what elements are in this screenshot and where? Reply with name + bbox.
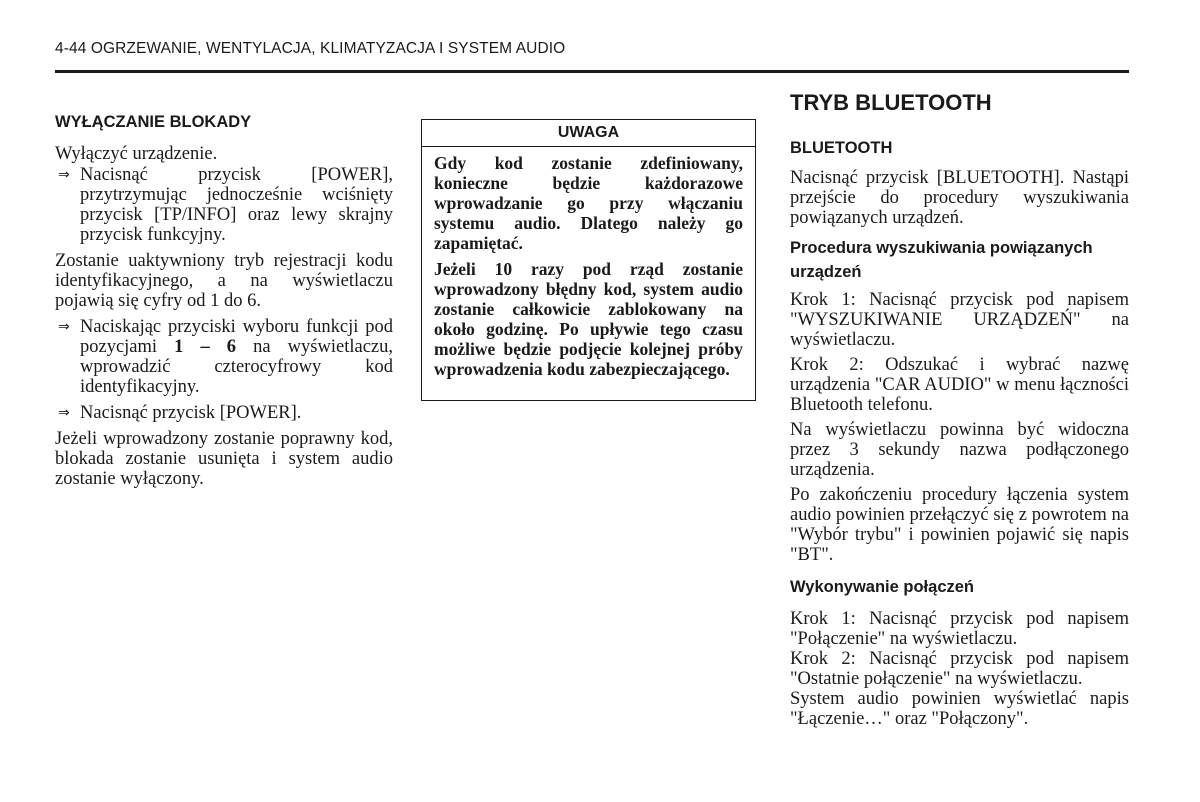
paragraph-result: Jeżeli wprowadzony zostanie poprawny kod, blokada zostanie usunięta i system audio zostanie wyłączony. [55,429,393,489]
arrow-icon: ⇒ [58,167,70,183]
subheading-making-calls: Wykonywanie połączeń [790,578,974,596]
warning-paragraph-1: Gdy kod zostanie zdefiniowany, konieczne będzie każdorazowe wprowadzanie go przy włączaniu systemu audio. Dlatego należy go zapamiętać. [434,153,743,253]
paragraph-pairing-done: Po zakończeniu procedury łączenia system audio powinien przełączyć się z powrotem na "Wybór trybu" i powinien pojawić się napis "BT". [790,485,1129,565]
bullet-text-1: Nacisnąć przycisk [POWER], przytrzymując jednocześnie wciśnięty przycisk [TP/INFO] oraz lewy skrajny przycisk funkcyjny. [80,165,393,245]
bullet-step-2 [55,317,393,397]
bullet-text-2b: na wyświetlaczu, wprowadzić czterocyfrowy kod identyfikacyjny. [80,337,393,397]
bullet-text-3: Nacisnąć przycisk [POWER]. [80,403,302,423]
warning-title: UWAGA [422,120,755,147]
page-header: 4-44 OGRZEWANIE, WENTYLACJA, KLIMATYZACJA I SYSTEM AUDIO [55,40,566,57]
paragraph-display-name: Na wyświetlaczu powinna być widoczna przez 3 sekundy nazwa podłączonego urządzenia. [790,420,1129,480]
bullet-step-3 [55,403,393,423]
paragraph-registration: Zostanie uaktywniony tryb rejestracji kodu identyfikacyjnego, a na wyświetlaczu pojawią się cyfry od 1 do 6. [55,251,393,311]
warning-box [421,119,756,401]
paragraph-call-status: System audio powinien wyświetlać napis "Łączenie…" oraz "Połączony". [790,689,1129,729]
right-column [790,90,1129,729]
paragraph-bluetooth: Nacisnąć przycisk [BLUETOOTH]. Nastąpi przejście do procedury wyszukiwania powiązanych urządzeń. [790,168,1129,228]
section-heading-unlock: WYŁĄCZANIE BLOKADY [55,113,252,131]
bullet-text-2-bold: 1 – 6 [174,337,237,357]
paragraph-call-step-2: Krok 2: Nacisnąć przycisk pod napisem "Ostatnie połączenie" na wyświetlaczu. [790,649,1129,689]
warning-paragraph-2: Jeżeli 10 razy pod rząd zostanie wprowadzony błędny kod, system audio zostanie całkowicie zablokowany na około godzinę. Po upływie tego czasu możliwe będzie podjęcie kolejnej próby wprowadzenia kodu zabezpieczającego. [434,259,743,379]
arrow-icon: ⇒ [58,319,70,335]
bullet-step-1 [55,165,393,245]
subheading-pairing-procedure: Procedura wyszukiwania powiązanych urządzeń [790,239,1093,281]
paragraph-step-1: Krok 1: Nacisnąć przycisk pod napisem "WYSZUKIWANIE URZĄDZEŃ" na wyświetlaczu. [790,290,1129,350]
subheading-bluetooth: BLUETOOTH [790,139,893,157]
paragraph-call-step-1: Krok 1: Nacisnąć przycisk pod napisem "Połączenie" na wyświetlaczu. [790,609,1129,649]
paragraph-step-2: Krok 2: Odszukać i wybrać nazwę urządzenia "CAR AUDIO" w menu łączności Bluetooth telefonu. [790,355,1129,415]
bullet-text-2a: Naciskając przyciski wyboru funkcji pod pozycjami [80,317,393,357]
arrow-icon: ⇒ [58,405,70,421]
section-title-bluetooth: TRYB BLUETOOTH [790,90,992,115]
paragraph-turn-off: Wyłączyć urządzenie. [55,144,218,164]
left-column [55,113,393,489]
header-rule [55,70,1129,73]
